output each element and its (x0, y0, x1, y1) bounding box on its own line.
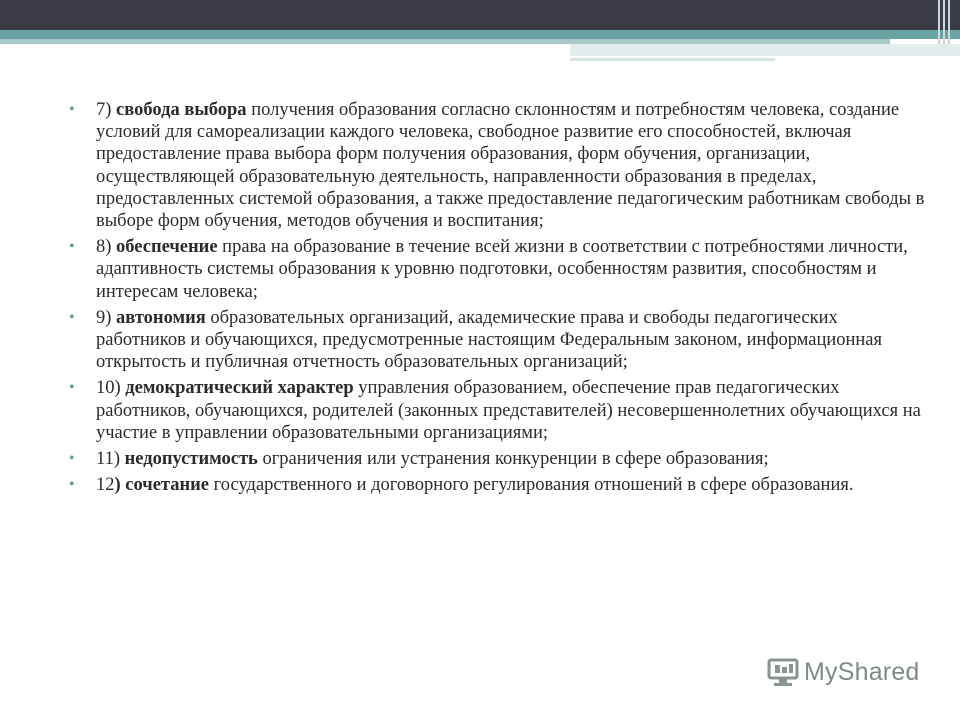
bullet-icon: • (69, 238, 75, 256)
item-number: 9) (96, 307, 117, 328)
list-item (66, 474, 926, 496)
item-keyword: недопустимость (124, 449, 258, 470)
watermark-text: MyShared (804, 657, 920, 686)
item-keyword: обеспечение (116, 237, 218, 258)
item-keyword: ) сочетание (114, 475, 210, 496)
list-item (66, 448, 926, 470)
item-number: 11) (96, 449, 125, 470)
item-keyword: автономия (116, 307, 206, 328)
watermark (766, 654, 920, 690)
accent-band (0, 30, 960, 39)
item-text: образовательных организаций, академические права и свободы педагогических работников и обучающихся, предусмотренные настоящим Федеральным законом, информационная открытость и публичная отчетность образовательных организаций; (96, 307, 883, 373)
stripe (938, 0, 940, 44)
item-number: 12 (96, 475, 115, 496)
item-number: 7) (96, 100, 117, 120)
item-keyword: демократический характер (125, 378, 354, 399)
item-text: государственного и договорного регулирования отношений в сфере образования. (209, 475, 854, 496)
stripe (948, 0, 950, 44)
monitor-icon (766, 656, 800, 688)
list-item (66, 236, 926, 303)
item-text: управления образованием, обеспечение прав педагогических работников, обучающихся, родителей (законных представителей) несовершеннолетних обучающихся на участие в управлении образовательными организациями; (96, 378, 921, 443)
list-item (66, 307, 926, 374)
list-item (66, 99, 926, 232)
item-keyword: свобода выбора (116, 100, 247, 120)
bullet-icon: • (69, 476, 75, 494)
header-band (0, 0, 960, 30)
accent-line-right (570, 44, 960, 56)
item-text: получения образования согласно склонностям и потребностям человека, создание условий для самореализации каждого человека, свободное развитие его способностей, включая предоставление права выбора форм получения образования, форм обучения, организации, осуществляющей образовательную деятельность, направленности образования в пределах, предоставленных системой образования, а также предоставление педагогическим работникам свободы в выборе форм обучения, методов обучения и воспитания; (96, 100, 925, 232)
item-number: 10) (96, 378, 126, 399)
item-number: 8) (96, 237, 117, 258)
bullet-icon: • (69, 379, 75, 397)
bullet-icon: • (69, 450, 75, 468)
item-text: права на образование в течение всей жизни в соответствии с потребностями личности, адаптивность системы образования к уровню подготовки, особенностям развития, способностям и интересам человека; (96, 237, 908, 302)
list-item (66, 377, 926, 444)
accent-line-right-thin (570, 58, 775, 61)
bullet-icon: • (69, 101, 75, 118)
bullet-icon: • (69, 308, 75, 326)
principles-list (66, 99, 926, 500)
corner-stripes (938, 0, 954, 44)
item-text: ограничения или устранения конкуренции в сфере образования; (257, 449, 769, 470)
stripe (943, 0, 945, 44)
